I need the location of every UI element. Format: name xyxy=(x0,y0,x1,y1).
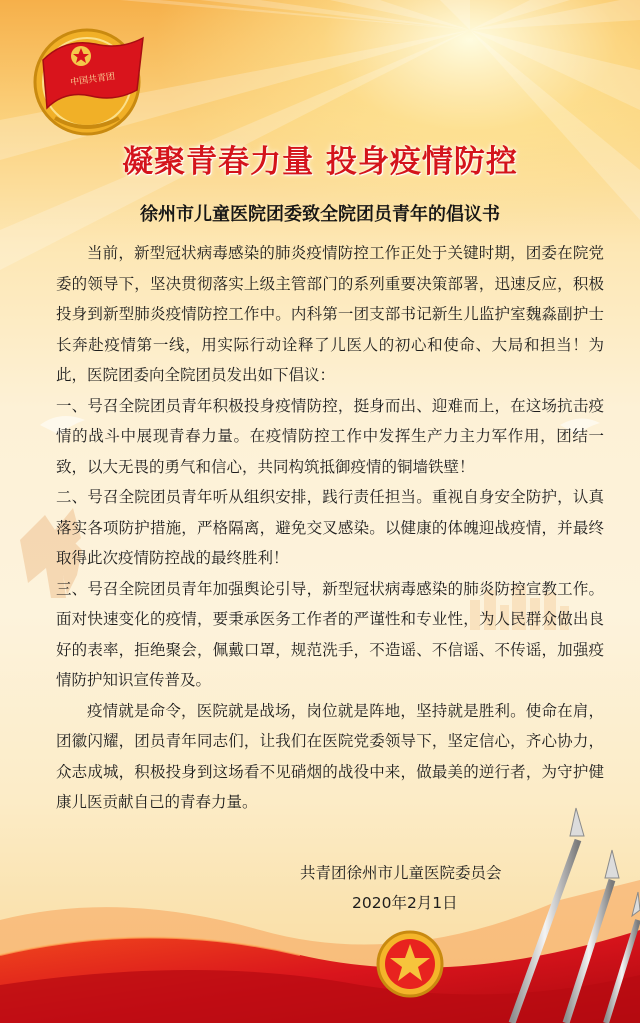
date: 2020年2月1日 xyxy=(352,894,458,912)
red-flag-decoration xyxy=(0,780,640,1023)
paragraph-proposal-3: 三、号召全院团员青年加强舆论引导，新型冠状病毒感染的肺炎防控宣教工作。面对快速变化的疫情，要秉承医务工作者的严谨性和专业性，为人民群众做出良好的表率，拒绝聚会，佩戴口罩，规范洗手，不造谣、不信谣、不传谣，加强疫情防护知识宣传普及。 xyxy=(56,579,604,689)
badge-flag-text: 中国共青团 xyxy=(69,71,116,89)
youth-league-emblem-icon xyxy=(25,20,150,138)
main-title: 凝聚青春力量 投身疫情防控 xyxy=(122,144,518,180)
signature: 共青团徐州市儿童医院委员会 xyxy=(300,864,502,882)
paragraph-closing: 疫情就是命令，医院就是战场，岗位就是阵地，坚持就是胜利。使命在肩，团徽闪耀，团员青年同志们，让我们在医院党委领导下，坚定信心，齐心协力，众志成城，积极投身到这场看不见硝烟的战役中来，做最美的逆行者，为守护健康儿医贡献自己的青春力量。 xyxy=(56,701,604,811)
paragraph-proposal-1: 一、号召全院团员青年积极投身疫情防控，挺身而出、迎难而上，在这场抗击疫情的战斗中展现青春力量。在疫情防控工作中发挥生产力主力军作用，团结一致，以大无畏的勇气和信心，共同构筑抵御疫情的铜墙铁壁！ xyxy=(56,396,604,476)
letter-title: 徐州市儿童医院团委致全院团员青年的倡议书 xyxy=(140,204,500,225)
letter-body xyxy=(56,238,604,818)
paragraph-proposal-2: 二、号召全院团员青年听从组织安排，践行责任担当。重视自身安全防护，认真落实各项防护措施，严格隔离，避免交叉感染。以健康的体魄迎战疫情，并最终取得此次疫情防控战的最终胜利！ xyxy=(56,488,604,567)
paragraph-intro: 当前，新型冠状病毒感染的肺炎疫情防控工作正处于关键时期，团委在院党委的领导下，坚决贯彻落实上级主管部门的系列重要决策部署，迅速反应，积极投身到新型肺炎疫情防控工作中。内科第一团支部书记新生儿监护室魏淼副护士长奔赴疫情第一线，用实际行动诠释了儿医人的初心和使命、大局和担当！为此，医院团委向全院团员发出如下倡议： xyxy=(56,244,604,384)
